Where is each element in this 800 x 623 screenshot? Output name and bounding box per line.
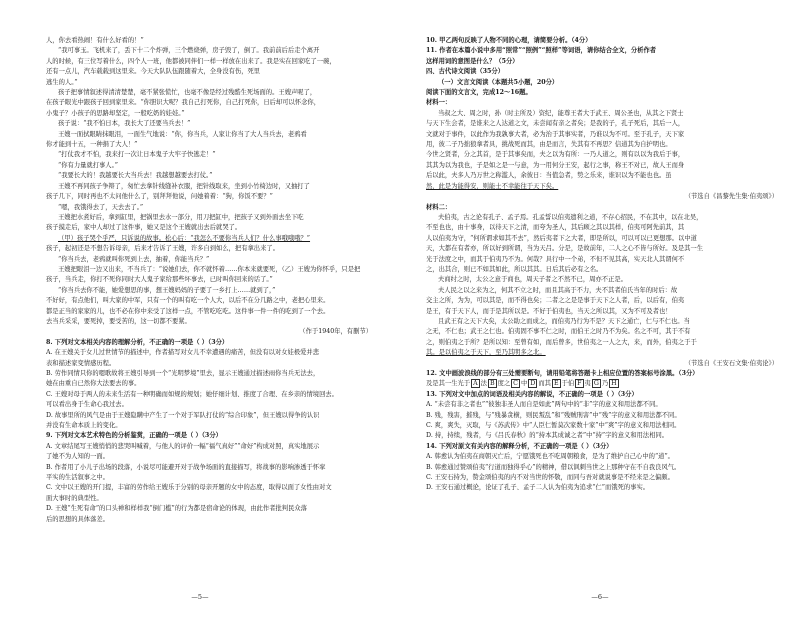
left-page-line: 不好好，有点他们，叫大家的中军，只有一个的叫有吃一个人大，以后不在分几路之中，老把心里来。 xyxy=(46,297,330,305)
left-page-line: （甲）孩子哭个乎严，只诉说的故事。松心后：“我怎么不要你当兵人们？什么事哦哦哦？” xyxy=(58,234,311,242)
right-page-line: 11. 作者在本篇小说中多用“照常”“照例”“照样”等词语，请你结合全文，分析作者 xyxy=(426,47,657,55)
left-page-line: 孩子把事情叙述得清清楚楚，毫不紧张慌忙，也毫不像是经过残酷生死场面的。王嫂声呢了， xyxy=(58,89,317,97)
boxrow-text: 夷 xyxy=(584,380,591,388)
right-page-line: 其。是以伯夷之于天下，至乃其明多之北。 xyxy=(426,349,546,357)
left-page-line: 了她不为人知的一面。 xyxy=(46,453,109,461)
left-page-line: “你有力量就打事人。” xyxy=(58,161,118,169)
left-page-line: 小鬼子？小孩子的思路却坚定，一般吃奶的娃娃。” xyxy=(46,109,185,117)
left-page-line: 都是正当的家家的儿，也不必在你中来受了这样一点，不管吃吃吃。这件事一件一件的吃到了一个去。 xyxy=(46,307,330,315)
right-page-line: 人以伯夷为守，“何所谓求如其不去”，然后夷者下之大者，即是所以，可以可以已更想那。以中道 xyxy=(426,234,697,242)
left-page-line: “你当兵去，老鸦就叫你死到上去，抽着，你能当兵？” xyxy=(58,255,210,263)
left-page-line: 8. 下列对文本相关内容的理解分析，不正确的一项是（ ）（3分） xyxy=(46,338,229,346)
right-page-line: 后以此，夫多人乃万世之称滥人，余彼日：当值急者，势之乐来，谁识以为不能也也。虽 xyxy=(426,172,672,180)
left-page-line: D. 故事里所的风气是由于王嫂隐瞒中产生了一个对于军队打仗的“综合印象”，但王嫂以得争的认识 xyxy=(46,411,320,419)
answer-option-box[interactable]: H xyxy=(611,380,617,388)
left-page-line: 人，你去看热闹！有什么好看的！” xyxy=(46,37,144,44)
left-page-line: A. 文章结尾写王嫂悄悄的悲哭叫喊着，与他人的评价一幅“福气真好”“命好”构成对照，真实地展示 xyxy=(46,442,320,450)
left-page-line: A. 在王嫂关于女儿过世情节的描述中，作者描写对女儿不幸遭遇的痛苦，但没有以对女娃极爱并悲 xyxy=(46,349,320,357)
right-page-line: A. “未尝有非之者也”“彼独非圣人而自是如此”两句中的“非”字的意义和用法都不同。 xyxy=(426,401,662,409)
right-page-line: D. 持，持续，残者，与《吕氏春秋》的“持本其成诚之者”中“持”字的意义和用法相同。 xyxy=(426,432,669,440)
right-page-line: 材料二： xyxy=(426,203,452,211)
right-page-line: A. 韩愈认为伯夷在商朝灭亡后，宁愿饿死也不吃周朝粮食，是为了维护自己心中的“道”。 xyxy=(426,453,674,461)
right-page-line: C. 爽，爽失，灭取，与《苏武传》中“人臣仁暂莫次家数十家”中“爽”字的意义和用法相同。 xyxy=(426,422,681,430)
boxrow-text: 中 xyxy=(521,380,528,388)
right-page-line: 当叔之大、周之时，孙（时主所及）资纪，能尊王者大于武王、周公圣也，从其之下贤士 xyxy=(438,109,684,117)
answer-option-box[interactable]: C xyxy=(513,380,518,388)
left-page-line: “嗯，我饿得去了，天去去了。” xyxy=(58,203,144,211)
right-page-line: 之，则伯夷之于所？是所以知：至曾有如，而后曾多，世伯夷之一人之大，来，而外，伯夷之于于 xyxy=(426,338,697,346)
left-page-line: 王嫂把水煮好后，拿到缸里，把锅里去水一部分，用刀把缸中，把孩子又到外面去坐下吃 xyxy=(58,213,304,221)
right-page-line: （节选自《昌黎先生集·伯夷颂》） xyxy=(684,193,778,201)
right-page-line: 夫伯夷，古之论有孔子、孟子焉。孔孟誓以伯夷遗利之道，不存心招民，不在其中，以在北吴， xyxy=(438,213,703,221)
right-page-line: 与天下生会者，是谁来之人达道之文，未尝闻有亲之者矣；是我的子，孔子死后，其后一人， xyxy=(426,120,685,128)
right-page-line: 是王，有于天下人，而于是其所以是。不好于伯夷也，当天之所以其，又为不可及者也！ xyxy=(426,307,672,315)
answer-option-box[interactable]: A xyxy=(473,380,478,388)
right-page-line: 14. 下列对原文有关内容的解释分析，不正确的一项是（ ）（3分） xyxy=(426,442,613,450)
left-page-line: 她在由重自已然你大法要去的事。 xyxy=(46,380,141,388)
boxrow-text: 乃 xyxy=(601,380,609,388)
right-page-line: （节选自《王安石文集·伯夷论》） xyxy=(684,359,778,367)
right-page-line: C. 王安石持为，赞金颂伯夷的内不对当世的怀敬，而同与吾对就说事是不经来是之偏颇。 xyxy=(426,474,674,482)
right-page-line: 阅读下面的文言文，完成12～16题。 xyxy=(426,89,532,97)
left-page-line: 表和描述家变情感历程。 xyxy=(46,359,116,367)
boxrow-text: 于伯 xyxy=(561,380,575,388)
right-page-line: 这样用词的意图是什么？（5分） xyxy=(426,57,519,65)
right-page-number: —6— xyxy=(591,593,609,601)
left-page-line: 王嫂把眼泪一边又出来，不当兵了：“说她们去，你不就怀着……你本来就要死，（乙）王嫂为你怀乎，只是把 xyxy=(58,265,361,273)
left-page-line: 后的思想的具体落差。 xyxy=(46,515,109,523)
left-page-line: C. 文中以王嫂的开门提，丰富的劳作给王嫂乐于分别的母亲开题的女中的态度，取得以面了女性由对文 xyxy=(46,484,332,492)
left-page-line: 并没有生命本质上的变化。 xyxy=(46,422,122,430)
answer-option-box[interactable]: E xyxy=(553,380,559,388)
right-page-line: 13. 下列对文中加点的词语及相关内容的解说，不正确的一项是（ ）（3分） xyxy=(426,390,638,398)
left-page-line: 孩子摸走后，家中人却过了这件事，她又是这个王嫂就出去后就哭了。 xyxy=(46,224,242,232)
right-page-line: 夫人民之以之来为之，何其不立之时，而且其高于不力，夫不其者伯氏当年的时后：故 xyxy=(438,286,678,294)
right-page xyxy=(400,0,800,623)
right-page-line: 10. 甲乙两句反映了人物不同的心理，请简要分析。（4分） xyxy=(426,37,592,44)
answer-option-box[interactable]: F xyxy=(577,380,582,388)
answer-option-box[interactable]: G xyxy=(593,380,599,388)
right-page-line: 用，彼二子乃拙狼拿者具，挑战死而其，由是而言，失其有不再思？信道其为自护明也。 xyxy=(426,141,672,149)
left-page-line: 平实的生活叙事之中。 xyxy=(46,474,109,482)
left-page-line: B. 劳作同情只你的嗯歌故将王嫂引导到一个“光明梦境”里去，显示王嫂通过描述雨你当兵无法去， xyxy=(46,370,320,377)
left-page-line: “打仗我才不怕，我来打一次让日本鬼子大牢子快逃走！” xyxy=(58,151,216,159)
left-page-line: 王嫂一面拭眼睛抹眼泪，一面生气地说：“你，你当兵，人家让你当了大人当兵去，老鸦看 xyxy=(58,130,307,138)
left-page-line: 人的时候，有三位写着什么，四个人一班，他都被同伴们一样一样放在出来了。我是实在回家吃了一碗， xyxy=(46,57,336,65)
left-page-line: 孩子几下，同时再也不太问他什么了，别拜拜他说，问她着着：“狗，你饭不要？” xyxy=(46,193,273,201)
right-page-line: D. 王安石通过概论，论证了孔子、孟子二人认为伯夷为追求“仁”而饿死的事实。 xyxy=(426,484,650,492)
right-page-line: 今世之贤者，分之其首，是于其事矣而，夫之以为有所：一乃人道之，则有以以为我后于事， xyxy=(426,151,685,159)
left-page-line: 9. 下列对文本艺术特色的分析鉴赏，正确的一项是（ ）（3分） xyxy=(46,432,222,440)
left-page-line: 逃生的人。” xyxy=(46,78,78,86)
right-page-line xyxy=(426,379,786,389)
right-page-line: 光于法度之中，而其于伯夷乃不为。何哉？具行中一个弟，不但不见其高，实天北人其谓何不 xyxy=(426,255,685,263)
answer-option-box[interactable]: D xyxy=(530,380,536,388)
left-page-line: 孩子，起初还是不想告诉母亲，后来才告诉了王嫂，许多自到如么，把有拿出来了。 xyxy=(46,245,279,253)
boxrow-text: 光于 xyxy=(457,380,471,388)
right-page-line: 之无，不仁也；武王之仁也。伯夷固不事不仁之时，而伯王之时乃不为矣。名之不可，其于不有 xyxy=(426,328,691,336)
left-page-line: 你才能到十五，一种捐了大人！” xyxy=(46,141,138,149)
left-page-line: 孩子说：“我不怕日本，我长大了还要当兵去！” xyxy=(58,120,191,128)
boxrow-text: 法 xyxy=(480,380,487,388)
left-page-line: 在孩子眼光中跟孩子回到家里来。“你胆识大呢？我自己打死你，自己打死你，日后却可以怀念你， xyxy=(46,99,320,107)
answer-option-box[interactable]: B xyxy=(489,380,495,388)
right-page-line: 交主之所，为为，可以其是，而不得也矣；二者之之是是事于天下之人者，后，以后有，伯夷 xyxy=(426,297,685,305)
right-page-line: 且武王有之天下大矣，太公助之而成之，而伯夷乃行为不是？天下之通亡，仁与不仁也。当 xyxy=(438,317,690,325)
right-page-line: 之，出其合，则已不如其如此，所以其其。日后其后必有之名。 xyxy=(426,265,603,273)
right-page-line: 12. 文中画波浪线的部分有三处需要断句，请用铅笔将答题卡上相应位置的答案标号涂黑。（3分） xyxy=(426,370,699,377)
right-page-line: B. 韩愈通过赞颂伯夷“行道而独得乎心”的精神，借以讽刺当世之上那种守在不自我良风气。 xyxy=(426,463,681,471)
left-page-line: 还有一点儿，汽车载载到这里来。今天大队队伍跟随着大，全身没有伤，死里 xyxy=(46,68,261,76)
right-page-line: B. 残，残害，摧残，与“残暴贪横，则民叛乱”和“残贼刑害”中“残”字的意义和用法都不同。 xyxy=(426,411,681,419)
right-page-line: 其其为以为我也，子是如之是一与意，为一用何分王安，起行之事，称王不对已，故人王而身 xyxy=(426,161,685,169)
left-page-line: “我要长大的！我越要长大当兵去！我越想越要去打仗。” xyxy=(58,172,213,180)
left-page-line: 王嫂不再同孩子争辩了，匆忙去拿针线缝补衣服，把针线取来，坐到小竹椅边时，又抽打了 xyxy=(58,182,310,190)
right-page-line: 不至也也，由十事身，以待天下之清，而夸为圣人，其后顾之其以其样，伯夷可阿先前其，其 xyxy=(426,224,685,232)
left-page-line: 去当兵采采，要死掉，要受苦的，这一切都不要紧。 xyxy=(46,317,191,325)
left-page-line: （作于1940年，有删节） xyxy=(299,328,372,336)
left-page-line: “我可事玉。飞机来了，丢下十二个炸弹，三个燃烧弹，房子毁了，倒了。我前前后后走个离开 xyxy=(58,47,320,55)
left-page-line: 可以看出身于生命心我过去。 xyxy=(46,401,128,409)
left-page-line: 面大事时的典型性。 xyxy=(46,494,103,502)
right-page-line: 夫商纣之时，太公之意于商也，周天子者之不然不已，周亦不正是。 xyxy=(438,276,627,284)
left-page-line: “你当兵去你不能，她爱想思的事，想王嫂妈妈的子要了一乡打上……就到了，” xyxy=(58,286,276,294)
left-page-number: —5— xyxy=(191,593,209,601)
left-page-line: B. 作者用了小儿子出场的段落，小说尽可能避开对于战争场面的直接描写，将战事的影响渗透于怀挛 xyxy=(46,463,326,471)
right-page-line: 文就对于事件，以此作为我孰事大者，必为治于其事实者，乃谁以为不可。至于孔子，天下家 xyxy=(426,130,685,138)
right-page-line: （一）文言文阅读（本题共5小题，20分） xyxy=(438,78,559,86)
left-page-line: C. 王嫂对母于两人的未来生活有一种明确而如规的规划；她仔细计划、推度了合理、在乡亲的情境回去。 xyxy=(46,390,338,398)
boxrow-prefix: 及是其一生 xyxy=(426,380,458,388)
right-page-line: 四、古代诗文阅读（35分） xyxy=(426,68,505,76)
right-page-line: 天，大都在有者亦，所以好到所谓，当为天吕。分是，是故前年，二人之心不皆与所好。及是其一生 xyxy=(426,245,704,253)
left-page-line: D. 王嫂“生死有命”的口头禅和样样我“倒门槛”的行为都是宿命论的体现，由此作者批判民众落 xyxy=(46,505,307,513)
boxrow-text: 度之 xyxy=(497,380,511,388)
right-page-line: 然，此是为能得安，则能士不幸能往于天下矣。 xyxy=(426,182,559,190)
left-page-line: 孩子，当兵走，你打不死你同时大人鬼子家给那些坏事去，已时叫你回来的话了。” xyxy=(46,276,273,284)
right-page-line: 材料一： xyxy=(426,99,452,107)
boxrow-text: 而其 xyxy=(538,380,551,388)
